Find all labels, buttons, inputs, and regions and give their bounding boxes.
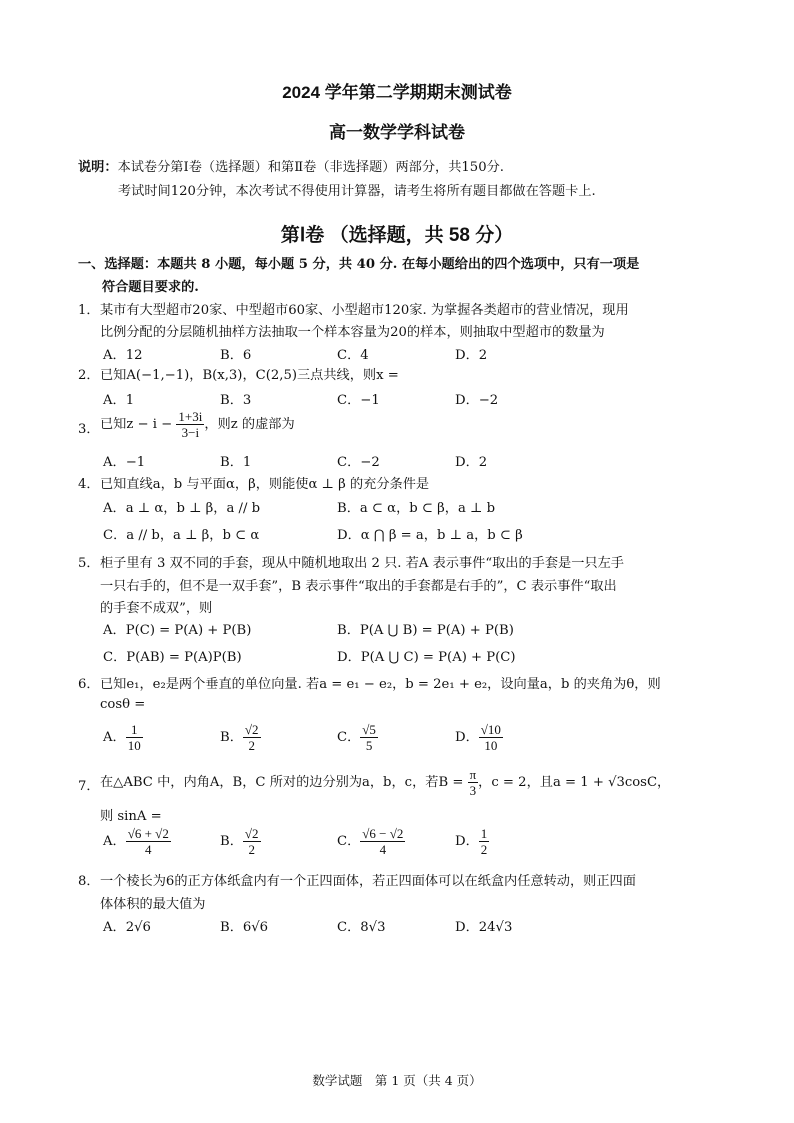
question-1-option-d[interactable]: D．2: [455, 348, 488, 363]
question-3-number: 3．: [78, 422, 100, 437]
question-3-option-b[interactable]: B．1: [220, 455, 252, 470]
section-heading-line2: 符合题目要求的.: [102, 280, 199, 295]
question-7-option-c[interactable]: C． $\frac{√6 - √2}{4}$: [337, 826, 404, 857]
question-7-option-d[interactable]: D． $\frac{1}{2}$: [455, 826, 488, 857]
question-7-stem-line2: 则 sinA =: [100, 809, 162, 824]
question-4-number: 4．: [78, 477, 100, 492]
question-7-fraction: $\frac{\pi}{3}$: [469, 767, 477, 798]
question-3-option-a[interactable]: A．−1: [103, 455, 146, 470]
question-7-option-a-fraction: $\frac{√6 + √2}{4}$: [127, 826, 169, 857]
question-2-stem-line1: 已知A(−1,−1)，B(x,3)，C(2,5)三点共线，则x =: [100, 368, 399, 383]
question-6-number: 6．: [78, 677, 100, 692]
question-5-option-c[interactable]: C．P(AB) = P(A)P(B): [103, 650, 242, 665]
exam-subtitle: 高一数学学科试卷: [329, 123, 465, 142]
question-5-stem-line2: 一只右手的，但不是一双手套”，B 表示事件“取出的手套都是右手的”，C 表示事件“取出: [100, 579, 617, 594]
question-3-option-c[interactable]: C．−2: [337, 455, 380, 470]
question-7-option-d-fraction: $\frac{1}{2}$: [480, 826, 488, 857]
question-6-option-d[interactable]: D． $\frac{√10}{10}$: [455, 722, 501, 753]
question-2-option-d[interactable]: D．−2: [455, 393, 499, 408]
question-6-stem-line1: 已知e₁，e₂是两个垂直的单位向量. 若a = e₁ − e₂，b = 2e₁ + e₂，设向量a，b 的夹角为θ，则: [100, 677, 661, 692]
question-7-option-c-fraction: $\frac{√6 - √2}{4}$: [362, 826, 404, 857]
question-8-option-c[interactable]: C．8√3: [337, 920, 386, 935]
question-8-stem-line1: 一个棱长为6的正方体纸盒内有一个正四面体，若正四面体可以在纸盒内任意转动，则正四面: [100, 874, 636, 889]
question-8-option-a[interactable]: A．2√6: [103, 920, 151, 935]
question-6-stem-line2: cosθ =: [100, 697, 146, 712]
question-3-fraction: $\frac{1+3i}{3-i}$: [178, 409, 203, 440]
instructions-label: 说明：: [78, 160, 118, 175]
question-8-option-b[interactable]: B．6√6: [220, 920, 269, 935]
question-5-number: 5．: [78, 556, 100, 571]
question-4-option-b[interactable]: B．a ⊂ α，b ⊂ β，a ⊥ b: [337, 501, 496, 516]
question-7-number: 7．: [78, 779, 100, 794]
question-8-stem-line2: 体体积的最大值为: [100, 897, 206, 912]
question-6-option-a-fraction: $\frac{1}{10}$: [127, 722, 141, 753]
question-2-number: 2．: [78, 368, 100, 383]
question-7-option-b[interactable]: B． $\frac{√2}{2}$: [220, 826, 259, 857]
question-4-option-a[interactable]: A．a ⊥ α，b ⊥ β，a // b: [103, 501, 261, 516]
question-2-option-b[interactable]: B．3: [220, 393, 252, 408]
question-2-option-c[interactable]: C．−1: [337, 393, 380, 408]
question-4-stem-line1: 已知直线a，b 与平面α，β，则能使α ⊥ β 的充分条件是: [100, 477, 430, 492]
question-5-option-d[interactable]: D．P(A ⋃ C) = P(A) + P(C): [337, 650, 516, 665]
question-5-option-a[interactable]: A．P(C) = P(A) + P(B): [103, 623, 252, 638]
question-1-option-a[interactable]: A．12: [103, 348, 143, 363]
question-1-option-c[interactable]: C．4: [337, 348, 369, 363]
question-6-option-d-fraction: $\frac{√10}{10}$: [480, 722, 501, 753]
question-6-option-c-fraction: $\frac{√5}{5}$: [362, 722, 376, 753]
question-1-number: 1．: [78, 303, 100, 318]
question-6-option-c[interactable]: C． $\frac{√5}{5}$: [337, 722, 376, 753]
question-5-option-b[interactable]: B．P(A ⋃ B) = P(A) + P(B): [337, 623, 514, 638]
section-heading-line1: 一、选择题：本题共 8 小题，每小题 5 分，共 40 分. 在每小题给出的四个选项中，只有一项是: [78, 257, 640, 272]
section-title: 第Ⅰ卷 （选择题，共 58 分）: [280, 225, 514, 246]
question-1-stem-line2: 比例分配的分层随机抽样方法抽取一个样本容量为20的样本，则抽取中型超市的数量为: [100, 325, 605, 340]
question-1-option-b[interactable]: B．6: [220, 348, 252, 363]
question-7-option-a[interactable]: A． $\frac{√6 + √2}{4}$: [103, 826, 169, 857]
question-7-option-b-fraction: $\frac{√2}{2}$: [244, 826, 259, 857]
question-6-option-b[interactable]: B． $\frac{√2}{2}$: [220, 722, 259, 753]
question-8-option-d[interactable]: D．24√3: [455, 920, 513, 935]
question-3-option-d[interactable]: D．2: [455, 455, 488, 470]
question-6-option-b-fraction: $\frac{√2}{2}$: [244, 722, 259, 753]
question-6-option-a[interactable]: A． $\frac{1}{10}$: [103, 722, 141, 753]
question-4-option-d[interactable]: D．α ⋂ β = a，b ⊥ a，b ⊂ β: [337, 528, 523, 543]
question-5-stem-line3: 的手套不成双”，则: [100, 601, 213, 616]
question-2-option-a[interactable]: A．1: [103, 393, 135, 408]
page-footer: 数学试题 第 1 页（共 4 页）: [312, 1073, 482, 1088]
instructions-line2: 考试时间120分钟，本次考试不得使用计算器，请考生将所有题目都做在答题卡上.: [118, 184, 596, 199]
question-5-stem-line1: 柜子里有 3 双不同的手套，现从中随机地取出 2 只. 若A 表示事件“取出的手套是一只左手: [100, 556, 624, 571]
instructions-line1: 说明：本试卷分第Ⅰ卷（选择题）和第Ⅱ卷（非选择题）两部分，共150分.: [78, 160, 504, 175]
exam-title: 2024 学年第二学期期末测试卷: [282, 83, 512, 102]
question-3-stem: 已知z − i − $\frac{1+3i}{3-i}$ ，则z 的虚部为: [100, 409, 295, 440]
question-8-number: 8．: [78, 874, 100, 889]
question-1-stem-line1: 某市有大型超市20家、中型超市60家、小型超市120家. 为掌握各类超市的营业情况，现用: [100, 303, 629, 318]
question-4-option-c[interactable]: C．a // b，a ⊥ β，b ⊂ α: [103, 528, 260, 543]
question-7-stem-line1: 在△ABC 中，内角A，B，C 所对的边分别为a，b，c，若B = $\frac{\pi}{3}$ ，c = 2，且a = 1 + √3cosC，: [100, 767, 671, 798]
